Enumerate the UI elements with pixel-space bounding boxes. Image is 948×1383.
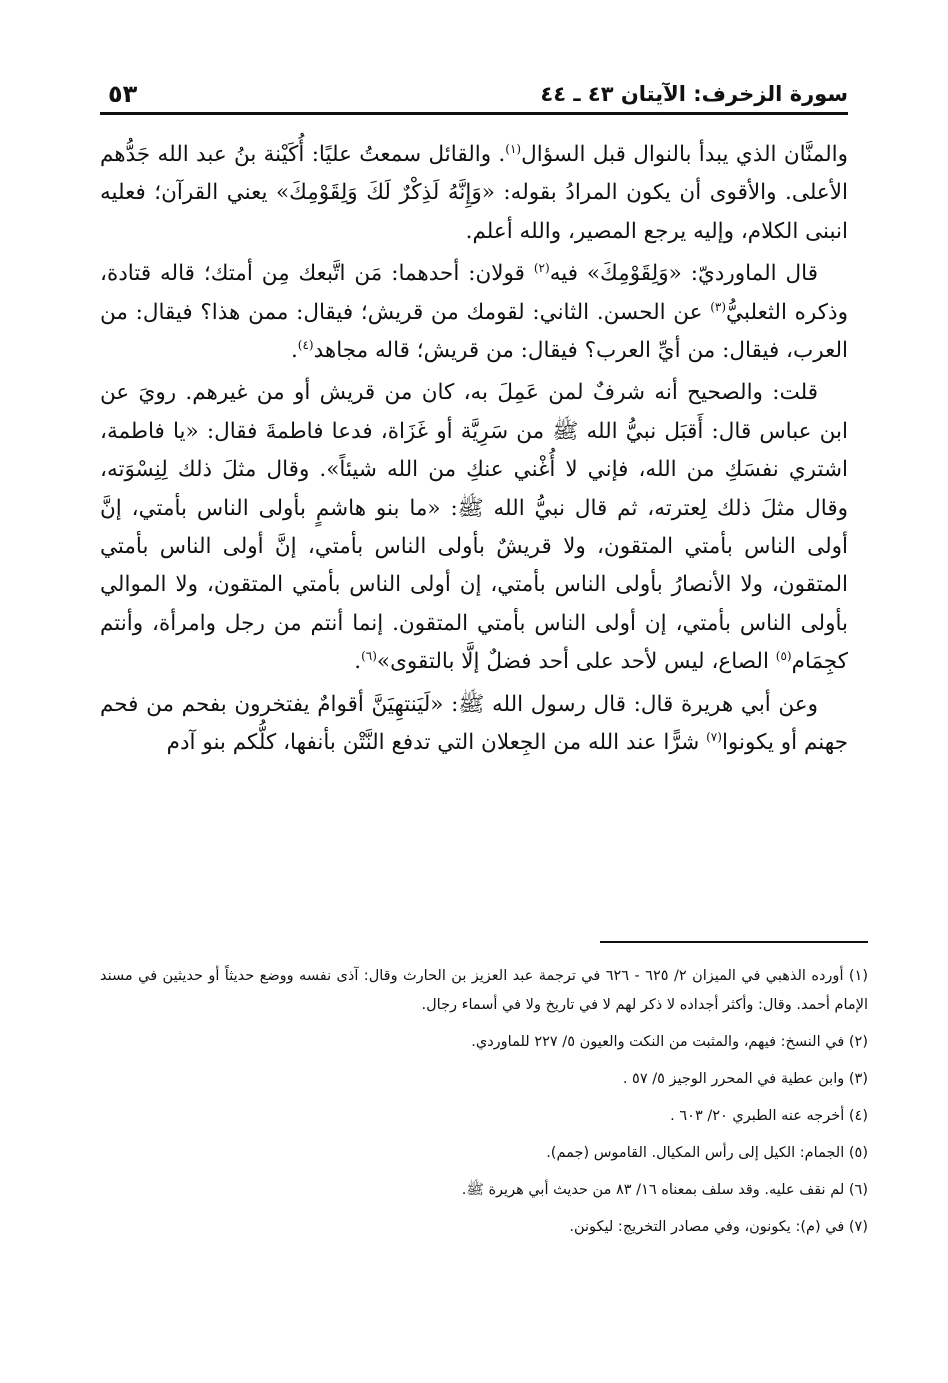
- paragraph-2-text-c: عن الحسن. الثاني: لقومك من قريش؛ فيقال: ممن هذا؟ فيقال: من العرب، فيقال: من أيِّ العرب؟ فيقال: من قريش؛ قاله مجاهد: [100, 299, 848, 364]
- footnote-3: (٣) وابن عطية في المحرر الوجيز ٥/ ٥٧ .: [622, 1071, 868, 1087]
- paragraph-4-text-a: وعن أبي هريرة قال: قال رسول الله ﷺ: «لَيَنتهِيَنَّ أقوامٌ يفتخرون بفحم من فحم جهنم أو يكونوا: [100, 691, 848, 756]
- main-text: [100, 136, 848, 767]
- footnote-2: (٢) في النسخ: فيهم، والمثبت من النكت والعيون ٥/ ٢٢٧ للماوردي.: [471, 1034, 868, 1050]
- paragraph-1-text-b: . والقائل سمعتُ عليًا: أُكَيْنة بنُ عبد الله جَدُّهم الأعلى. والأقوى أن يكون المرادُ بقوله: «وَإِنَّهُ لَذِكْرٌ لَكَ وَلِقَوْمِكَ» يعني القرآن؛ فعليه انبنى الكلام، وإليه يرجع المصير، والله أعلم.: [100, 142, 848, 244]
- page-number: ٥٣: [108, 80, 138, 108]
- page-header: [108, 68, 848, 108]
- header-rule: [100, 112, 848, 115]
- running-title: سورة الزخرف: الآيتان ٤٣ ـ ٤٤: [540, 82, 848, 106]
- footnote-5: (٥) الجمام: الكيل إلى رأس المكيال. القاموس (جمم).: [546, 1145, 868, 1161]
- footnote-ref-2[interactable]: (٢): [533, 261, 550, 276]
- footnote-7: (٧) في (م): يكونون، وفي مصادر التخريج: ليكونن.: [569, 1219, 868, 1235]
- footnote-6: (٦) لم نقف عليه. وقد سلف بمعناه ١٦/ ٨٣ من حديث أبي هريرة ﷺ.: [461, 1182, 868, 1198]
- paragraph-2-text-b: قولان: أحدهما: مَن اتَّبعك مِن أمتك؛ قاله قتادة، وذكره الثعلبيُّ: [100, 261, 848, 325]
- footnotes: [100, 962, 868, 1250]
- paragraph-2: [100, 255, 848, 370]
- footnote-ref-3[interactable]: (٣): [710, 299, 727, 314]
- paragraph-4-text-b: شرًّا عند الله من الجِعلان التي تدفع النَّتْن بأنفها، كلُّكم بنو آدم: [166, 730, 707, 756]
- footnote-4: (٤) أخرجه عنه الطبري ٢٠/ ٦٠٣ .: [670, 1108, 868, 1124]
- footnote-ref-7[interactable]: (٧): [706, 729, 722, 744]
- paragraph-3-text-b: الصاع، ليس لأحد على أحد فضلٌ إلَّا بالتقوى»: [376, 649, 776, 675]
- paragraph-1-text-a: والمنَّان الذي يبدأ بالنوال قبل السؤال: [521, 142, 848, 167]
- footnote-1: (١) أورده الذهبي في الميزان ٢/ ٦٢٥ - ٦٢٦ في ترجمة عبد العزيز بن الحارث وقال: آذى نفسه ووضع حديثاً أو حديثين في مسند الإمام أحمد. وقال: وأكثر أجداده لا ذكر لهم لا في تاريخ ولا في أسماء رجال.: [100, 968, 869, 1013]
- footnote-ref-1[interactable]: (١): [505, 141, 522, 156]
- footnote-separator: [600, 941, 868, 943]
- paragraph-3-text-c: .: [354, 649, 362, 675]
- footnote-ref-6[interactable]: (٦): [361, 649, 377, 664]
- paragraph-2-text-a: قال الماورديّ: «وَلِقَوْمِكَ» فيه: [549, 261, 818, 287]
- paragraph-3-text-a: قلت: والصحيح أنه شرفٌ لمن عَمِلَ به، كان من قريش أو من غيرهم. رويَ عن ابن عباس قال: أَقبَل نبيُّ الله ﷺ من سَرِيَّة أو غَزَاة، فدعا فاطمةَ فقال: «يا فاطمة، اشتري نفسَكِ من الله، فإني لا أُغْني عنكِ من الله شيئاً». وقال مثلَ ذلك لِنِسْوَته، وقال مثلَ ذلك لِعترته، ثم قال نبيُّ الله ﷺ: «ما بنو هاشمٍ بأولى الناس بأمتي، إنَّ أولى الناس بأمتي المتقون، ولا قريشٌ بأولى الناس بأمتي، إنَّ أولى الناس بأمتي المتقون، ولا الأنصارُ بأولى الناس بأمتي، إن أولى الناس بأمتي المتقون، ولا الموالي بأولى الناس بأمتي، إن أولى الناس بأمتي المتقون. إنما أنتم من رجل وامرأة، وأنتم كجِمَام: [100, 380, 849, 675]
- footnote-ref-4[interactable]: (٤): [297, 337, 314, 352]
- paragraph-2-text-d: .: [290, 338, 298, 364]
- paragraph-4: [100, 686, 848, 763]
- paragraph-1: [100, 136, 848, 251]
- footnote-ref-5[interactable]: (٥): [775, 649, 792, 664]
- paragraph-3: [100, 374, 848, 681]
